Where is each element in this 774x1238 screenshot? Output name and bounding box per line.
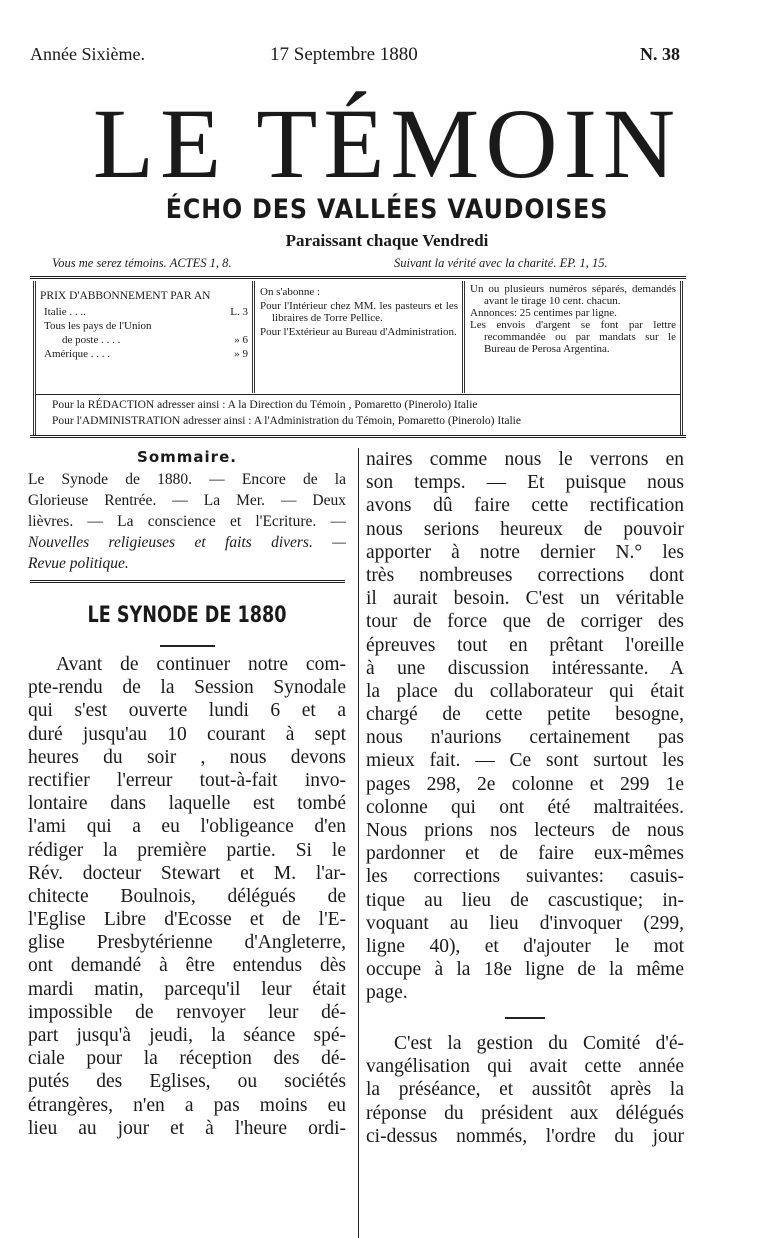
- text-line: rectifier l'erreur tout-à-fait invo-: [28, 769, 346, 791]
- text-line: chitecte Boulnois, délégués de: [28, 885, 346, 907]
- notes-info: [470, 283, 676, 355]
- text-line: ligne 40), et d'ajouter le mot: [366, 935, 684, 957]
- text-line: tour de force que de corriger des: [366, 611, 684, 633]
- text-line: étrangères, n'en a pas moins eu: [28, 1094, 346, 1116]
- text-line: glise Presbytérienne d'Angleterre,: [28, 932, 346, 954]
- text-line: colonne qui ont été maltraitées.: [366, 796, 684, 818]
- text-line: part jusqu'à jeudi, la séance spé-: [28, 1025, 346, 1046]
- text-line: pardonner et de faire eux-mêmes: [366, 843, 684, 865]
- text-line: Nouvelles religieuses et faits divers. —: [28, 534, 346, 551]
- text-line: Revue politique.: [28, 555, 129, 572]
- text-line: très nombreuses corrections dont: [366, 564, 684, 586]
- price-row: [40, 334, 248, 346]
- text-line: il aurait besoin. C'est un véritable: [366, 588, 684, 610]
- text-line: son temps. — Et puisque nous: [366, 472, 684, 494]
- text-line: lontaire dans laquelle est tombé: [28, 793, 346, 815]
- text-line: ci-dessus nommés, l'ordre du jour: [366, 1125, 684, 1147]
- text-line: vangélisation qui avait cette année: [366, 1056, 684, 1078]
- box-border-right: [680, 281, 683, 436]
- subscribe-interior: Pour l'Intérieur chez MM. les pasteurs et les libraires de Torre Pellice.: [260, 300, 458, 324]
- text-line: lieu au jour et à l'heure ordi-: [28, 1117, 346, 1139]
- header-divider: [30, 276, 686, 279]
- text-line: Rév. docteur Stewart et M. l'ar-: [28, 862, 346, 884]
- volume-label: Année Sixième.: [30, 44, 145, 64]
- subscribe-exterior: Pour l'Extérieur au Bureau d'Administration.: [260, 326, 457, 338]
- subscription-prices: [40, 290, 248, 360]
- newspaper-subtitle: ÉCHO DES VALLÉES VAUDOISES: [165, 194, 609, 225]
- sommaire-title: Sommaire.: [137, 448, 237, 466]
- price-label: de poste . . . .: [62, 334, 121, 346]
- issue-number: N. 38: [640, 44, 680, 64]
- sommaire: [28, 448, 346, 574]
- section-dash: [505, 1017, 545, 1019]
- text-line: pages 298, 2e colonne et 299 1e: [366, 773, 684, 795]
- text-line: Nous prions nos lecteurs de nous: [366, 820, 684, 841]
- price-label: Tous les pays de l'Union: [44, 320, 152, 332]
- administration-address: Pour l'ADMINISTRATION adresser ainsi : A l'Administration du Témoin, Pomaretto (Pinerolo) Italie: [52, 415, 521, 427]
- sommaire-rule: [30, 580, 345, 583]
- text-line: réponse du président aux délégués: [366, 1102, 684, 1124]
- text-line: chargé de cette petite besogne,: [366, 704, 684, 726]
- text-line: mardi matin, parcequ'il leur était: [28, 978, 346, 1000]
- text-line: occupe à la 18e ligne de la même: [366, 959, 684, 981]
- payment-note: Les envois d'argent se font par lettre recommandée ou par mandats sur le Bureau de Perosa Argentina.: [470, 319, 676, 355]
- article-right-column: [366, 448, 684, 1005]
- publication-frequency: Paraissant chaque Vendredi: [285, 231, 489, 250]
- text-line: nous n'aurions certainement pas: [366, 727, 684, 749]
- text-line: Le Synode de 1880. — Encore de la: [28, 471, 346, 488]
- text-line: C'est la gestion du Comité d'é-: [394, 1033, 684, 1054]
- newspaper-title: LE TÉMOIN: [92, 88, 682, 199]
- motto-left: Vous me serez témoins. ACTES 1, 8.: [52, 256, 232, 270]
- issue-date: 17 Septembre 1880: [270, 44, 418, 65]
- text-line: qui s'est ouverte lundi 6 et a: [28, 700, 346, 722]
- price-value: » 9: [234, 348, 248, 360]
- text-line: putés des Eglises, ou sociétés: [28, 1071, 346, 1093]
- text-line: duré jusqu'au 10 courant à sept: [28, 723, 346, 745]
- text-line: ont demandé à être entendus dès: [28, 955, 346, 977]
- box-divider-2: [462, 281, 465, 393]
- text-line: tique au lieu de cascustique; in-: [366, 889, 684, 911]
- text-line: naires comme nous le verrons en: [366, 449, 684, 470]
- text-line: la place du collaborateur qui était: [366, 680, 684, 702]
- text-line: heures du soir , nous devons: [28, 746, 346, 768]
- text-line: l'Eglise Libre d'Ecosse et de l'E-: [28, 909, 346, 931]
- text-line: mieux fait. — Ce sont surtout les: [366, 750, 684, 772]
- box-bottom-rule: [30, 435, 686, 438]
- column-divider: [358, 448, 359, 1238]
- text-line: la préséance, et aussitôt après la: [366, 1079, 684, 1101]
- text-line: avons dû faire cette rectification: [366, 495, 684, 517]
- heading-dash: [160, 645, 215, 647]
- subscription-info: [260, 286, 458, 338]
- text-line: les corrections suivantes: casuis-: [366, 866, 684, 888]
- article-left-column: [28, 653, 346, 1140]
- text-line: rédiger la première partie. Si le: [28, 839, 346, 861]
- prices-heading: PRIX D'ABBONNEMENT PAR AN: [40, 290, 211, 302]
- article-right-paragraph: [366, 1032, 684, 1148]
- price-value: » 6: [234, 334, 248, 346]
- redaction-address: Pour la RÉDACTION adresser ainsi : A la Direction du Témoin , Pomaretto (Pinerolo) Italie: [52, 399, 478, 411]
- text-line: ciale pour la réception des dé-: [28, 1048, 346, 1070]
- single-issue-note: Un ou plusieurs numéros séparés, demandés avant le tirage 10 cent. chacun.: [470, 283, 676, 307]
- text-line: l'ami qui a eu l'obligeance d'en: [28, 816, 346, 838]
- price-row: [40, 348, 248, 360]
- box-divider-1: [252, 281, 255, 393]
- box-border-left: [33, 281, 36, 436]
- text-line: à une discussion intéressante. A: [366, 657, 684, 679]
- text-line: épreuves tout en prêtant l'oreille: [366, 634, 684, 656]
- price-row: [40, 306, 248, 318]
- motto-right: Suivant la vérité avec la charité. EP. 1, 15.: [394, 256, 608, 270]
- text-line: nous serions heureux de pouvoir: [366, 518, 684, 540]
- text-line: pte-rendu de la Session Synodale: [28, 677, 346, 699]
- text-line: apporter à notre dernier N.° les: [366, 541, 684, 563]
- text-line: lièvres. — La conscience et l'Ecriture. —: [28, 513, 346, 530]
- subscribe-heading: On s'abonne :: [260, 286, 321, 298]
- ads-note: Annonces: 25 centimes par ligne.: [470, 307, 617, 319]
- text-line: impossible de renvoyer leur dé-: [28, 1001, 346, 1023]
- text-line: voquant au lieu d'invoquer (299,: [366, 912, 684, 934]
- price-label: Amérique . . . .: [44, 348, 110, 360]
- box-rule: [35, 394, 681, 395]
- text-line: page.: [366, 982, 408, 1004]
- text-line: Glorieuse Rentrée. — La Mer. — Deux: [28, 492, 346, 509]
- text-line: Avant de continuer notre com-: [56, 654, 346, 675]
- price-value: L. 3: [230, 306, 248, 318]
- article-heading: LE SYNODE DE 1880: [87, 603, 287, 628]
- price-row: [40, 320, 248, 332]
- price-label: Italie . . ..: [44, 306, 86, 318]
